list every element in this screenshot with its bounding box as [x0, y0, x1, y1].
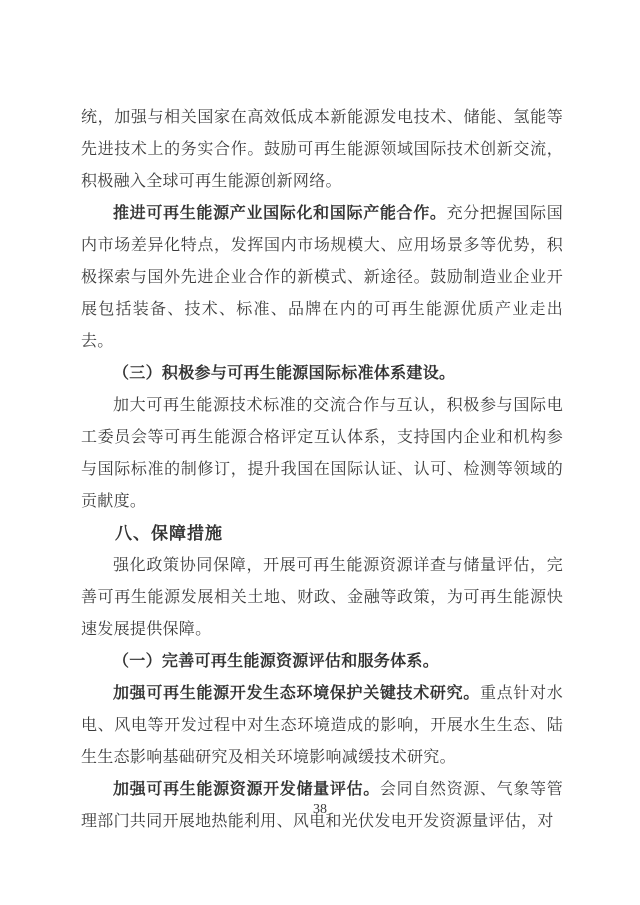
- paragraph-text: 强化政策协同保障，开展可再生能源资源详查与储量评估，完善可再生能源发展相关土地、财政、金融等政策，为可再生能源快速发展提供保障。: [81, 557, 563, 638]
- paragraph-text: 会同自然资源、气象等管理部门共同开展地热能利用、风电和光伏发电开发资源量评估，对: [81, 781, 563, 830]
- paragraph-lead: 加强可再生能源开发生态环境保护关键技术研究。: [113, 685, 480, 702]
- subsection-heading-text: （三）积极参与可再生能源国际标准体系建设。: [113, 365, 456, 382]
- page-number: 38: [313, 802, 327, 817]
- paragraph: [81, 678, 563, 774]
- section-heading-text: 八、保障措施: [115, 524, 223, 543]
- document-content: [81, 102, 563, 838]
- paragraph-text: 统，加强与相关国家在高效低成本新能源发电技术、储能、氢能等先进技术上的务实合作。鼓励可再生能源领域国际技术创新交流，积极融入全球可再生能源创新网络。: [81, 109, 563, 190]
- paragraph: [81, 102, 563, 198]
- subsection-heading: [81, 646, 563, 678]
- paragraph: [81, 198, 563, 358]
- paragraph-text: 充分把握国际国内市场差异化特点，发挥国内市场规模大、应用场景多等优势，积极探索与国外先进企业合作的新模式、新途径。鼓励制造业企业开展包括装备、技术、标准、品牌在内的可再生能源优质产业走出去。: [81, 205, 563, 350]
- paragraph-text: 重点针对水电、风电等开发过程中对生态环境造成的影响，开展水生生态、陆生生态影响基础研究及相关环境影响减缓技术研究。: [81, 685, 563, 766]
- paragraph-lead: 加强可再生能源资源开发储量评估。: [113, 781, 380, 798]
- section-heading: [81, 518, 563, 550]
- paragraph-text: 加大可再生能源技术标准的交流合作与互认，积极参与国际电工委员会等可再生能源合格评定互认体系，支持国内企业和机构参与国际标准的制修订，提升我国在国际认证、认可、检测等领域的贡献度。: [81, 397, 563, 510]
- paragraph: [81, 390, 563, 518]
- paragraph: [81, 550, 563, 646]
- subsection-heading-text: （一）完善可再生能源资源评估和服务体系。: [113, 653, 440, 670]
- subsection-heading: [81, 358, 563, 390]
- paragraph-lead: 推进可再生能源产业国际化和国际产能合作。: [113, 205, 447, 222]
